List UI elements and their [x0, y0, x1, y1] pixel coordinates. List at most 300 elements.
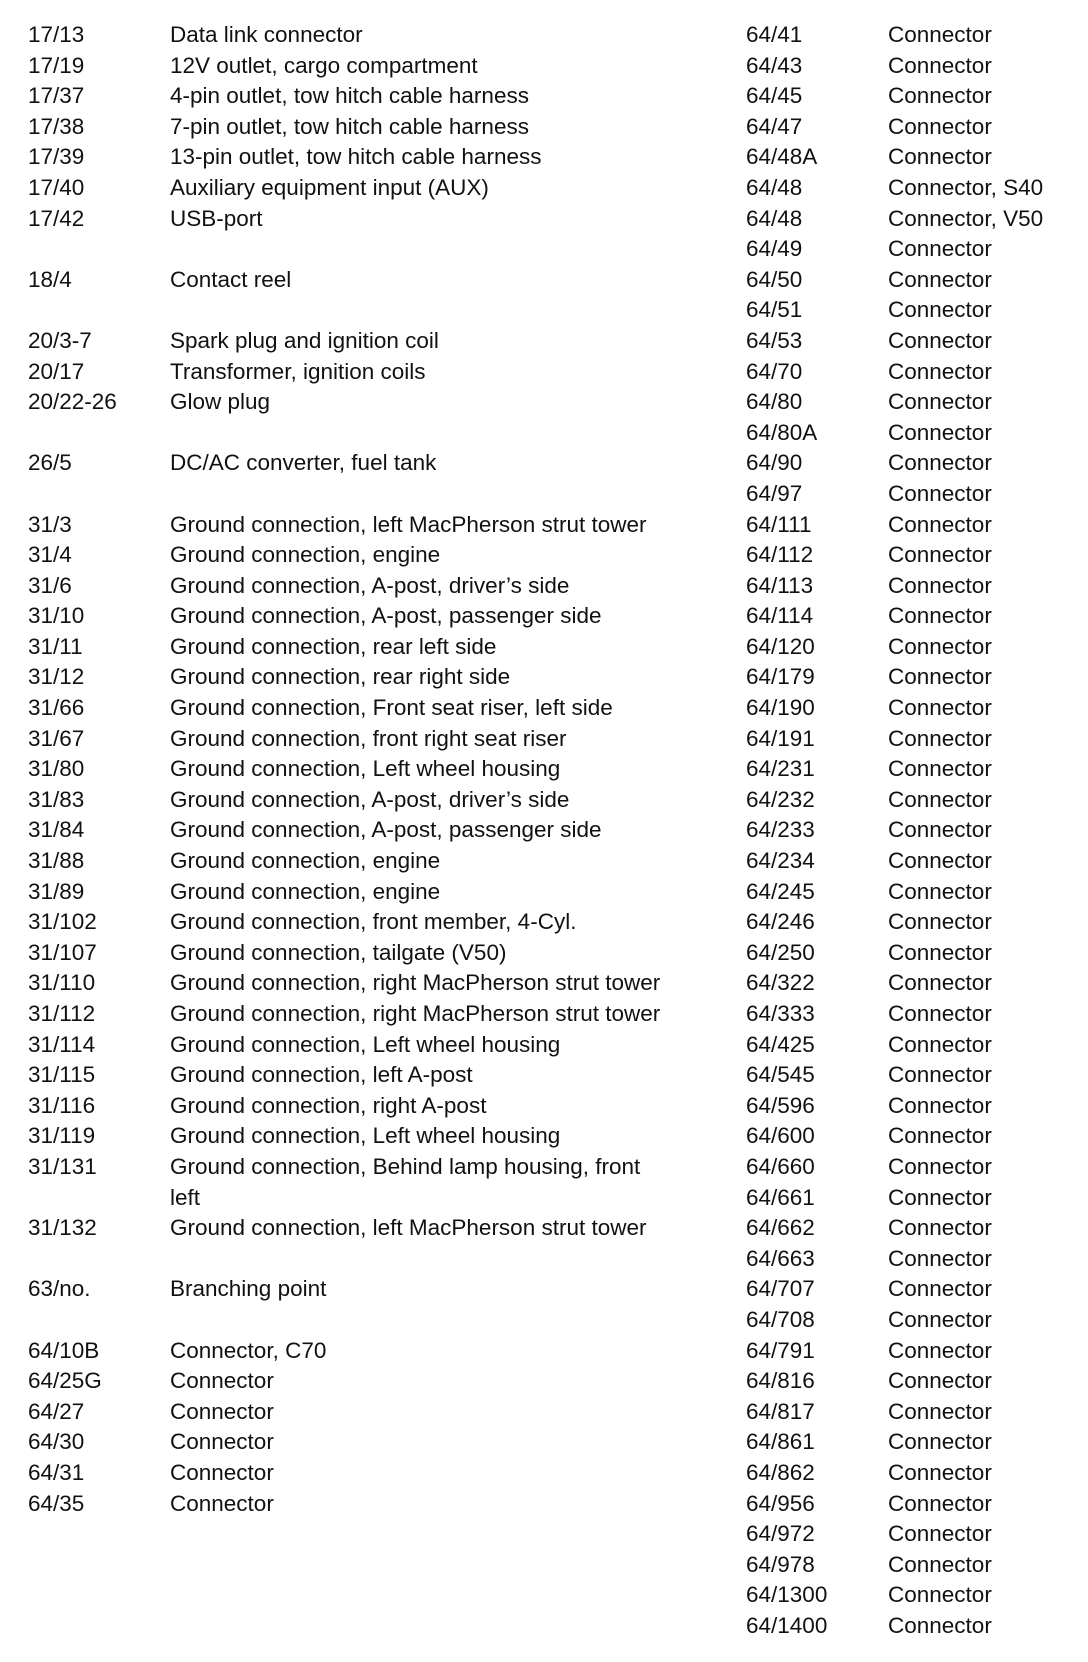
component-description: Ground connection, Front seat riser, left side	[170, 695, 613, 721]
component-description	[170, 418, 670, 449]
component-description: Connector	[888, 266, 992, 292]
component-description: Connector	[888, 848, 992, 874]
component-description: Data link connector	[170, 22, 363, 47]
component-description: Connector	[888, 1276, 992, 1302]
list-item	[746, 846, 1076, 877]
component-description: Ground connection, front member, 4-Cyl.	[170, 909, 577, 935]
list-item	[746, 1489, 1076, 1520]
component-description: Ground connection, left A-post	[170, 1062, 473, 1088]
component-code: 64/596	[746, 1092, 815, 1118]
list-item	[746, 387, 1076, 418]
component-code: 64/817	[746, 1398, 815, 1424]
component-code: 64/179	[746, 664, 815, 690]
component-code: 63/no.	[28, 1276, 91, 1302]
list-item	[746, 295, 1076, 326]
list-item	[28, 1091, 688, 1122]
list-item	[28, 142, 688, 173]
list-item	[28, 938, 688, 969]
list-item	[28, 693, 688, 724]
component-description: DC/AC converter, fuel tank	[170, 450, 437, 476]
component-description: Connector	[888, 817, 992, 843]
component-description: Connector	[888, 1490, 992, 1516]
component-code: 64/972	[746, 1521, 815, 1547]
component-description: Connector	[888, 389, 992, 415]
component-code: 64/80A	[746, 419, 818, 445]
component-code	[28, 418, 170, 449]
component-code: 64/70	[746, 358, 803, 384]
list-item	[28, 204, 688, 235]
list-item	[28, 1336, 688, 1367]
component-code: 17/13	[28, 22, 85, 47]
component-code: 64/661	[746, 1184, 815, 1210]
list-item	[28, 357, 688, 388]
component-description: 7-pin outlet, tow hitch cable harness	[170, 113, 529, 139]
component-code: 31/89	[28, 878, 85, 904]
component-description: Connector, V50	[888, 205, 1044, 231]
component-code: 17/38	[28, 113, 85, 139]
list-item	[746, 357, 1076, 388]
list-item	[746, 1366, 1076, 1397]
component-code: 31/10	[28, 603, 85, 629]
component-description: Connector	[888, 1184, 992, 1210]
list-item	[746, 785, 1076, 816]
component-code: 31/116	[28, 1092, 96, 1118]
list-item	[746, 418, 1076, 449]
list-item	[746, 754, 1076, 785]
component-description	[170, 479, 670, 510]
list-item	[746, 877, 1076, 908]
list-item	[28, 448, 688, 479]
component-code: 64/120	[746, 633, 815, 659]
list-item	[28, 662, 688, 693]
component-code: 64/662	[746, 1215, 815, 1241]
component-code: 31/115	[28, 1062, 96, 1088]
list-item	[746, 540, 1076, 571]
list-item	[28, 877, 688, 908]
component-code: 64/1400	[746, 1612, 828, 1638]
list-item	[28, 1121, 688, 1152]
component-description: Connector	[888, 1123, 992, 1149]
component-description: Ground connection, Left wheel housing	[170, 756, 561, 782]
component-code: 64/80	[746, 389, 803, 415]
component-code	[28, 1244, 170, 1275]
component-description: Connector	[888, 113, 992, 139]
component-description: Ground connection, engine	[170, 542, 441, 568]
component-description: Connector, C70	[170, 1337, 327, 1363]
component-code: 64/50	[746, 266, 803, 292]
component-description: Connector	[888, 1521, 992, 1547]
component-code: 64/816	[746, 1368, 815, 1394]
component-description: Connector	[888, 603, 992, 629]
list-item	[746, 815, 1076, 846]
component-description: Ground connection, left MacPherson strut tower	[170, 1215, 647, 1241]
component-description: Connector	[888, 144, 992, 170]
list-item	[28, 295, 688, 326]
component-code	[28, 295, 170, 326]
component-description	[170, 234, 670, 265]
component-code: 64/111	[746, 511, 812, 537]
list-item	[28, 571, 688, 602]
component-description: Connector	[888, 480, 992, 506]
list-item	[746, 1152, 1076, 1183]
list-item	[746, 968, 1076, 999]
component-description: Connector	[888, 756, 992, 782]
component-code: 64/231	[746, 756, 815, 782]
component-description: Connector	[888, 511, 992, 537]
list-item	[746, 448, 1076, 479]
list-item	[28, 601, 688, 632]
component-description: Contact reel	[170, 266, 292, 292]
list-item	[746, 1213, 1076, 1244]
component-code: 64/30	[28, 1429, 85, 1455]
component-description: Connector	[888, 1092, 992, 1118]
list-item	[746, 1091, 1076, 1122]
component-description: Ground connection, Behind lamp housing, front left	[170, 1153, 641, 1210]
component-description: Connector	[888, 52, 992, 78]
component-code: 31/6	[28, 572, 72, 598]
list-item	[28, 1060, 688, 1091]
component-description: Ground connection, front right seat riser	[170, 725, 567, 751]
component-description: Connector	[888, 1429, 992, 1455]
component-description: Connector	[888, 572, 992, 598]
list-item	[28, 907, 688, 938]
component-description: Ground connection, Left wheel housing	[170, 1031, 561, 1057]
list-item	[28, 1397, 688, 1428]
component-code: 17/40	[28, 174, 85, 200]
list-item	[746, 1397, 1076, 1428]
list-item	[28, 387, 688, 418]
left-column	[28, 20, 688, 1519]
list-item	[746, 142, 1076, 173]
list-item	[28, 81, 688, 112]
component-code	[28, 1305, 170, 1336]
component-description: Connector	[888, 1612, 992, 1638]
component-code: 31/84	[28, 817, 85, 843]
list-item	[28, 418, 688, 449]
list-item	[28, 785, 688, 816]
component-code: 64/48	[746, 174, 803, 200]
component-description: Spark plug and ignition coil	[170, 327, 439, 353]
list-item	[28, 173, 688, 204]
component-description: Connector	[888, 633, 992, 659]
list-item	[28, 510, 688, 541]
component-code: 64/43	[746, 52, 803, 78]
list-item	[746, 326, 1076, 357]
component-description: Ground connection, right MacPherson strut tower	[170, 970, 661, 996]
component-code: 64/90	[746, 450, 803, 476]
component-description: Connector	[888, 1245, 992, 1271]
list-item	[746, 1244, 1076, 1275]
component-description: Connector	[888, 1306, 992, 1332]
list-item	[746, 1550, 1076, 1581]
list-item	[746, 938, 1076, 969]
component-description: Ground connection, right MacPherson strut tower	[170, 1001, 661, 1026]
component-description: Connector	[888, 909, 992, 935]
component-description: Connector	[888, 1001, 992, 1026]
component-description: Ground connection, engine	[170, 848, 441, 874]
list-item	[746, 1336, 1076, 1367]
component-code: 64/660	[746, 1153, 815, 1179]
component-code: 20/3-7	[28, 327, 92, 353]
component-code: 64/113	[746, 572, 814, 598]
list-item	[28, 754, 688, 785]
component-description: Connector	[888, 327, 992, 353]
component-code: 64/10B	[28, 1337, 100, 1363]
list-item	[746, 204, 1076, 235]
component-description: Connector	[888, 970, 992, 996]
component-description: Connector	[888, 786, 992, 812]
list-item	[28, 968, 688, 999]
component-description: Connector	[888, 450, 992, 476]
component-description: Ground connection, Left wheel housing	[170, 1123, 561, 1149]
component-description: Ground connection, A-post, passenger side	[170, 817, 602, 843]
component-description: Connector	[170, 1398, 274, 1424]
component-description: Ground connection, left MacPherson strut tower	[170, 511, 647, 537]
list-item	[28, 999, 688, 1030]
list-item	[28, 20, 688, 51]
list-item	[746, 1121, 1076, 1152]
component-description: Ground connection, A-post, driver’s side	[170, 786, 570, 812]
component-code: 64/232	[746, 786, 815, 812]
list-item	[746, 1427, 1076, 1458]
component-description: 12V outlet, cargo compartment	[170, 52, 478, 78]
component-code: 17/19	[28, 52, 85, 78]
component-description: Connector	[888, 419, 992, 445]
list-item	[746, 1274, 1076, 1305]
component-code: 31/67	[28, 725, 85, 751]
component-description: Connector	[888, 1337, 992, 1363]
component-description: Connector	[170, 1459, 274, 1485]
component-code: 31/83	[28, 786, 85, 812]
component-description: Connector	[888, 1551, 992, 1577]
list-item	[28, 51, 688, 82]
component-description	[170, 1244, 670, 1275]
list-item	[746, 1030, 1076, 1061]
component-code: 64/51	[746, 297, 803, 323]
component-description: Connector	[888, 878, 992, 904]
list-item	[28, 815, 688, 846]
component-description: Branching point	[170, 1276, 327, 1302]
component-code: 64/25G	[28, 1368, 102, 1394]
component-description: Ground connection, A-post, driver’s side	[170, 572, 570, 598]
list-item	[746, 1611, 1076, 1642]
list-item	[28, 479, 688, 510]
component-code: 64/600	[746, 1123, 815, 1149]
list-item	[746, 1519, 1076, 1550]
component-code: 64/112	[746, 542, 814, 568]
component-code: 64/114	[746, 603, 814, 629]
list-item	[746, 907, 1076, 938]
list-item	[28, 540, 688, 571]
component-code: 64/41	[746, 22, 803, 47]
list-item	[28, 1030, 688, 1061]
list-item	[746, 1458, 1076, 1489]
component-description: Ground connection, tailgate (V50)	[170, 939, 507, 965]
component-code: 31/102	[28, 909, 97, 935]
component-code: 64/31	[28, 1459, 85, 1485]
component-code: 17/42	[28, 205, 85, 231]
list-item	[746, 662, 1076, 693]
component-code: 31/88	[28, 848, 85, 874]
component-code: 64/707	[746, 1276, 815, 1302]
component-description: Ground connection, rear left side	[170, 633, 497, 659]
list-item	[746, 112, 1076, 143]
list-item	[746, 479, 1076, 510]
list-item	[28, 1489, 688, 1520]
list-item	[28, 326, 688, 357]
component-code: 64/48A	[746, 144, 818, 170]
component-code: 64/978	[746, 1551, 815, 1577]
component-code: 31/11	[28, 633, 83, 659]
list-item	[746, 999, 1076, 1030]
component-code: 31/3	[28, 511, 72, 537]
component-description	[170, 1305, 670, 1336]
component-description: Transformer, ignition coils	[170, 358, 426, 384]
right-column	[746, 20, 1076, 1641]
component-code: 64/48	[746, 205, 803, 231]
list-item	[746, 1183, 1076, 1214]
list-item	[28, 632, 688, 663]
component-code: 31/132	[28, 1215, 97, 1241]
component-description: Connector, S40	[888, 174, 1044, 200]
list-item	[28, 1213, 688, 1244]
list-item	[746, 510, 1076, 541]
component-description: Connector	[888, 1582, 992, 1608]
component-code: 31/80	[28, 756, 85, 782]
component-code: 64/47	[746, 113, 803, 139]
component-code: 64/663	[746, 1245, 815, 1271]
component-code: 64/45	[746, 83, 803, 109]
component-description: Connector	[888, 1459, 992, 1485]
component-code: 64/191	[746, 725, 815, 751]
component-description: USB-port	[170, 205, 263, 231]
component-code: 31/112	[28, 1001, 96, 1026]
component-code: 64/862	[746, 1459, 815, 1485]
list-item	[746, 571, 1076, 602]
component-description: Connector	[888, 1368, 992, 1394]
component-description: Connector	[888, 22, 992, 47]
list-item	[28, 1274, 688, 1305]
component-code: 64/322	[746, 970, 815, 996]
component-description: Ground connection, engine	[170, 878, 441, 904]
component-code: 64/27	[28, 1398, 85, 1424]
component-code: 64/49	[746, 236, 803, 262]
component-code: 31/119	[28, 1123, 96, 1149]
list-item	[746, 173, 1076, 204]
component-code: 64/245	[746, 878, 815, 904]
component-code: 64/333	[746, 1001, 815, 1026]
list-item	[28, 265, 688, 296]
component-description: Ground connection, A-post, passenger side	[170, 603, 602, 629]
component-description: Connector	[888, 1215, 992, 1241]
list-item	[28, 112, 688, 143]
component-description: Connector	[170, 1429, 274, 1455]
component-code: 64/234	[746, 848, 815, 874]
list-item	[746, 1580, 1076, 1611]
component-code: 20/17	[28, 358, 85, 384]
component-description: Connector	[888, 664, 992, 690]
component-code: 64/233	[746, 817, 815, 843]
list-item	[28, 234, 688, 265]
list-item	[28, 724, 688, 755]
component-code: 64/250	[746, 939, 815, 965]
component-description: Connector	[888, 725, 992, 751]
component-code: 31/131	[28, 1153, 97, 1179]
component-code: 31/66	[28, 695, 85, 721]
component-code: 64/708	[746, 1306, 815, 1332]
component-code: 31/12	[28, 664, 85, 690]
list-item	[28, 1152, 688, 1213]
list-item	[746, 1060, 1076, 1091]
component-description: Connector	[888, 1398, 992, 1424]
component-description: Connector	[888, 83, 992, 109]
list-item	[746, 234, 1076, 265]
component-description: Auxiliary equipment input (AUX)	[170, 174, 489, 200]
component-description: Glow plug	[170, 389, 271, 415]
component-code: 31/107	[28, 939, 97, 965]
component-code: 17/37	[28, 83, 85, 109]
component-description: 4-pin outlet, tow hitch cable harness	[170, 83, 529, 109]
list-item	[28, 1244, 688, 1275]
component-description: Connector	[888, 236, 992, 262]
component-code: 26/5	[28, 450, 72, 476]
component-code: 31/4	[28, 542, 72, 568]
component-code: 64/35	[28, 1490, 85, 1516]
component-code: 18/4	[28, 266, 72, 292]
component-description: Connector	[888, 358, 992, 384]
component-code: 64/53	[746, 327, 803, 353]
list-item	[28, 846, 688, 877]
component-description: Connector	[888, 1062, 992, 1088]
component-code: 64/545	[746, 1062, 815, 1088]
component-code: 64/861	[746, 1429, 815, 1455]
component-code	[28, 234, 170, 265]
list-item	[28, 1305, 688, 1336]
component-description: Ground connection, right A-post	[170, 1092, 487, 1118]
list-item	[28, 1366, 688, 1397]
component-code: 64/956	[746, 1490, 815, 1516]
list-item	[28, 1458, 688, 1489]
component-description: Connector	[888, 297, 992, 323]
list-item	[746, 51, 1076, 82]
component-code: 31/114	[28, 1031, 96, 1057]
list-item	[746, 693, 1076, 724]
component-description: Connector	[888, 939, 992, 965]
component-description: Connector	[170, 1368, 274, 1394]
component-code: 31/110	[28, 970, 96, 996]
list-item	[746, 1305, 1076, 1336]
list-item	[28, 1427, 688, 1458]
list-item	[746, 601, 1076, 632]
component-code: 64/246	[746, 909, 815, 935]
list-item	[746, 81, 1076, 112]
component-description: Connector	[888, 695, 992, 721]
component-code: 17/39	[28, 144, 85, 170]
component-description: Connector	[888, 1031, 992, 1057]
component-description	[170, 295, 670, 326]
component-description: 13-pin outlet, tow hitch cable harness	[170, 144, 542, 170]
component-code: 64/190	[746, 695, 815, 721]
list-item	[746, 632, 1076, 663]
component-code: 64/97	[746, 480, 803, 506]
list-item	[746, 265, 1076, 296]
component-description: Connector	[888, 542, 992, 568]
component-code: 64/1300	[746, 1582, 828, 1608]
list-item	[746, 724, 1076, 755]
component-description: Connector	[170, 1490, 274, 1516]
list-item	[746, 20, 1076, 51]
component-code: 64/425	[746, 1031, 815, 1057]
